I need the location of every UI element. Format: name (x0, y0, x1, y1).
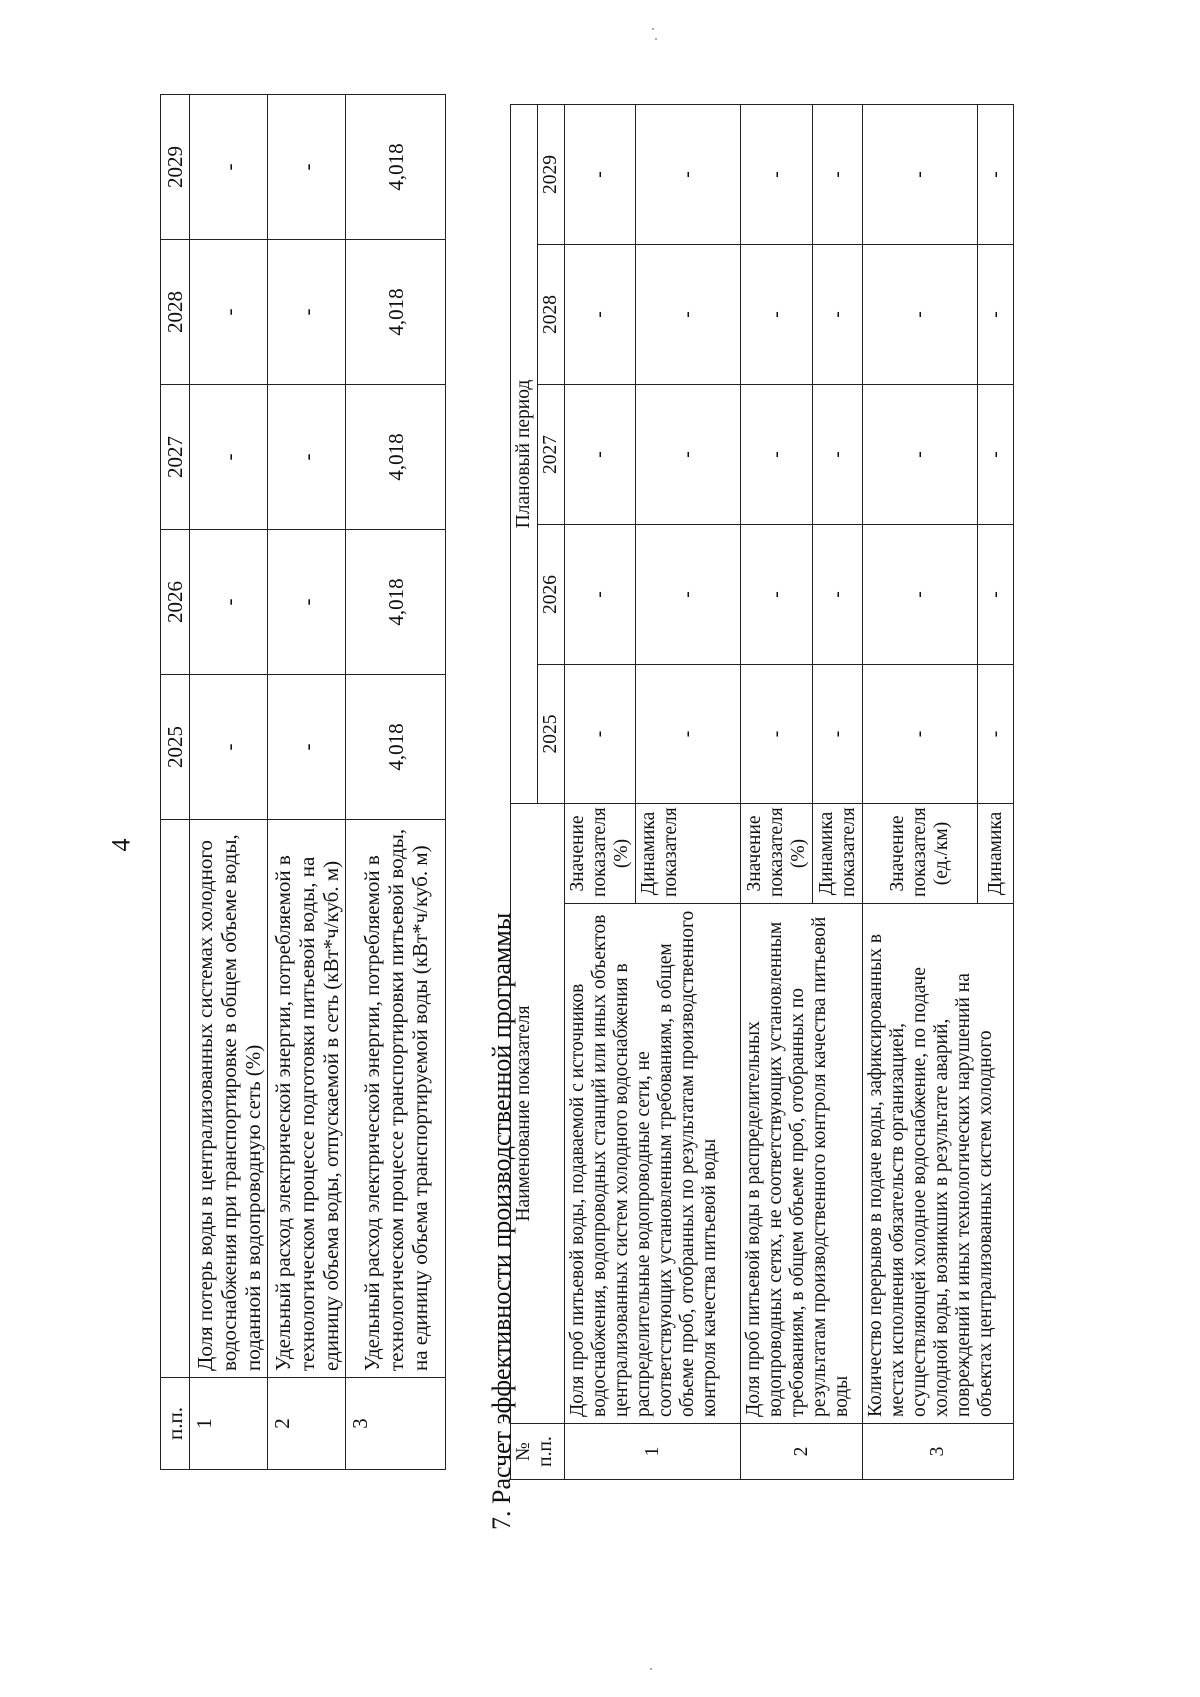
year-header: 2028 (538, 244, 565, 384)
row-num: 1 (565, 1424, 741, 1480)
cell-value: - (978, 524, 1014, 664)
cell-value: - (636, 244, 741, 384)
row-name: Доля потерь воды в централизованных системах холодного водоснабжения при транспортировке в общем объеме воды, поданной в водопроводную сеть (%) (190, 820, 268, 1378)
row-name: Удельный расход электрической энергии, потребляемой в технологическом процессе транспортировки питьевой воды, на единицу объема транспортируемой воды (кВт*ч/куб. м) (346, 820, 446, 1378)
table2-container (510, 105, 1030, 1480)
cell-value: - (268, 675, 346, 820)
cell-value: - (863, 104, 978, 244)
cell-value: - (565, 104, 636, 244)
col-name-header: Наименование показателя (511, 803, 565, 1423)
scan-speck (652, 28, 654, 30)
scan-speck (650, 1668, 652, 1670)
row-name: Количество перерывов в подаче воды, зафиксированных в местах исполнения обязательств организацией, осуществляющей холодное водоснабжение, по подаче холодной воды, возникших в результате аварий, повреждений и иных технологических нарушений на объектах централизованных систем холодного (863, 904, 1014, 1424)
year-header: 2029 (161, 95, 190, 240)
table-row (863, 104, 978, 1479)
cell-value: - (863, 384, 978, 524)
period-header: Плановый период (511, 104, 538, 803)
cell-value: - (190, 530, 268, 675)
sub-label: Значение показателя (%) (565, 803, 636, 903)
cell-value: 4,018 (346, 385, 446, 530)
table-row (346, 95, 446, 1470)
cell-value: - (565, 664, 636, 803)
col-num-header: п.п. (161, 1378, 190, 1470)
cell-value: - (190, 385, 268, 530)
cell-value: 4,018 (346, 675, 446, 820)
sub-label: Динамика показателя (813, 803, 863, 903)
cell-value: - (741, 524, 813, 664)
col-num-header: № п.п. (511, 1424, 565, 1480)
cell-value: - (813, 664, 863, 803)
cell-value: - (190, 675, 268, 820)
year-header: 2028 (161, 240, 190, 385)
year-header: 2027 (538, 384, 565, 524)
year-header: 2027 (161, 385, 190, 530)
year-header: 2026 (161, 530, 190, 675)
year-header: 2026 (538, 524, 565, 664)
sub-label: Динамика (978, 803, 1014, 903)
efficiency-table (510, 104, 1014, 1480)
cell-value: - (978, 384, 1014, 524)
sub-label: Динамика показателя (636, 803, 741, 903)
cell-value: - (268, 385, 346, 530)
scan-speck (655, 38, 657, 40)
cell-value: - (863, 244, 978, 384)
cell-value: - (636, 524, 741, 664)
page-number: 4 (106, 838, 136, 852)
cell-value: - (741, 244, 813, 384)
cell-value: - (978, 664, 1014, 803)
cell-value: - (268, 240, 346, 385)
col-name-header (161, 820, 190, 1378)
cell-value: - (636, 664, 741, 803)
indicators-table (160, 94, 446, 1470)
section-title: 7. Расчет эффективности производственной программы (487, 912, 516, 1530)
cell-value: - (813, 244, 863, 384)
cell-value: - (190, 95, 268, 240)
table-row (268, 95, 346, 1470)
row-num: 1 (190, 1378, 268, 1470)
cell-value: - (565, 524, 636, 664)
cell-value: 4,018 (346, 240, 446, 385)
row-num: 3 (863, 1424, 1014, 1480)
table-row (565, 104, 636, 1479)
row-num: 2 (268, 1378, 346, 1470)
cell-value: - (978, 244, 1014, 384)
year-header: 2025 (161, 675, 190, 820)
cell-value: - (636, 104, 741, 244)
cell-value: - (741, 384, 813, 524)
year-header: 2029 (538, 104, 565, 244)
cell-value: - (741, 664, 813, 803)
row-name: Доля проб питьевой воды, подаваемой с источников водоснабжения, водопроводных станций или иных объектов централизованных систем холодного водоснабжения в распределительные водопроводные сети, не соответствующих установленным требованиям, в общем объеме проб, отобранных по результатам производственного контроля качества питьевой воды (565, 904, 741, 1424)
cell-value: 4,018 (346, 530, 446, 675)
year-header: 2025 (538, 664, 565, 803)
cell-value: - (565, 384, 636, 524)
cell-value: - (978, 104, 1014, 244)
table-row (741, 104, 813, 1479)
row-num: 3 (346, 1378, 446, 1470)
table1-container (160, 95, 445, 1470)
cell-value: - (813, 384, 863, 524)
table-row (190, 95, 268, 1470)
row-name: Удельный расход электрической энергии, потребляемой в технологическом процессе подготовки питьевой воды, на единицу объема воды, отпускаемой в сеть (кВт*ч/куб. м) (268, 820, 346, 1378)
cell-value: - (190, 240, 268, 385)
row-name: Доля проб питьевой воды в распределительных водопроводных сетях, не соответствующих установленным требованиям, в общем объеме проб, отобранных по результатам производственного контроля качества питьевой воды (741, 904, 863, 1424)
cell-value: - (813, 104, 863, 244)
cell-value: - (268, 530, 346, 675)
cell-value: - (268, 95, 346, 240)
cell-value: - (863, 664, 978, 803)
cell-value: - (636, 384, 741, 524)
cell-value: - (813, 524, 863, 664)
sub-label: Значение показателя (ед./км) (863, 803, 978, 903)
cell-value: 4,018 (346, 95, 446, 240)
cell-value: - (863, 524, 978, 664)
cell-value: - (741, 104, 813, 244)
cell-value: - (565, 244, 636, 384)
sub-label: Значение показателя (%) (741, 803, 813, 903)
row-num: 2 (741, 1424, 863, 1480)
